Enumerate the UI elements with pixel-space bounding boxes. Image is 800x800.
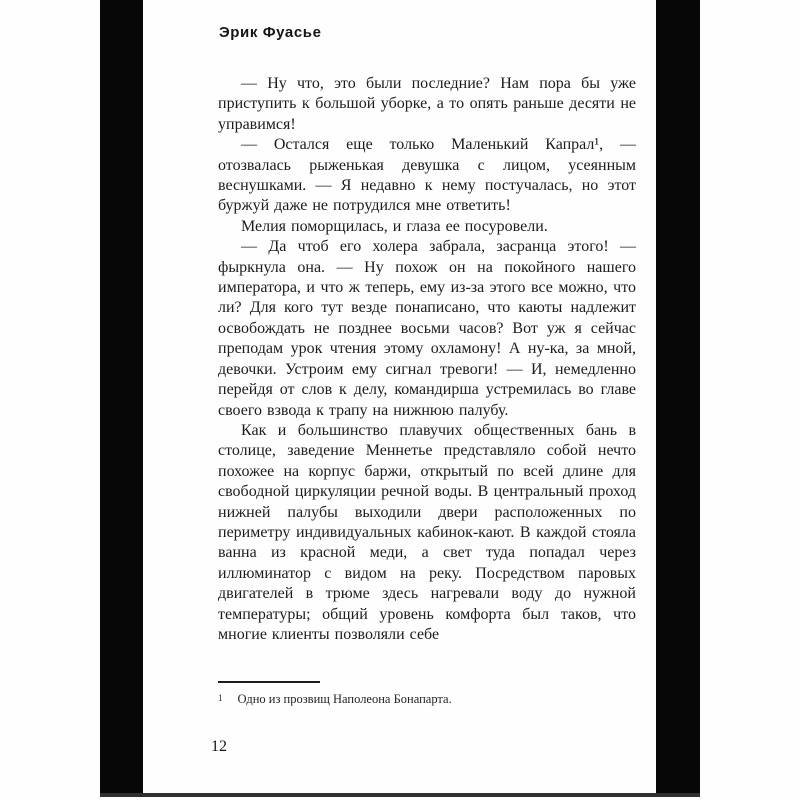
footnote [218,681,636,707]
footnote-line [218,692,636,707]
paragraph-dialogue-2: — Остался еще только Маленький Капрал¹, — отозвалась рыженькая девушка с лицом, усеянным веснушками. — Я недавно к нему постучалась, но этот буржуй даже не потрудился мне ответить! [218,136,636,215]
scan-right-edge [656,0,700,795]
paragraph-dialogue-3: — Да чтоб его холера забрала, засранца этого! — фыркнула она. — Ну похож он на покойного нашего императора, и что ж теперь, ему из-за этого все можно, что ли? Для кого тут везде понаписано, что каюты надлежит освобождать не позднее восьми часов? Вот уж я сейчас преподам урок чтения этому охламону! А ну-ка, за мной, девочки. Устроим ему сигнал тревоги! — И, немедленно перейдя от слов к делу, командирша устремилась во главе своего взвода к трапу на нижнюю палубу. [218,238,636,419]
scan-bottom-edge [100,793,700,797]
page-number: 12 [211,738,227,755]
paragraph-dialogue-1: — Ну что, это были последние? Нам пора бы уже приступить к большой уборке, а то опять раньше десяти не управимся! [218,75,636,133]
scan-left-edge [100,0,143,795]
footnote-divider [218,681,320,683]
paragraph-narration-1: Мелия поморщилась, и глаза ее посуровели. [241,217,548,235]
footnote-marker: 1 [218,693,223,703]
body-text [218,74,636,645]
paragraph-narration-2: Как и большинство плавучих общественных бань в столице, заведение Меннетье представляло собой нечто похожее на корпус баржи, открытый по всей длине для свободной циркуляции речной воды. В центральный проход нижней палубы выходили двери расположенных по периметру индивидуальных кабинок-кают. В каждой стояла ванна из красной меди, а свет туда попадал через иллюминатор с видом на реку. Посредством паровых двигателей в трюме здесь нагревали воду до нужной температуры; общий уровень комфорта был таков, что многие клиенты позволяли себе [218,421,636,643]
footnote-text: Одно из прозвищ Наполеона Бонапарта. [237,692,452,706]
running-header-author: Эрик Фуасье [219,24,322,41]
